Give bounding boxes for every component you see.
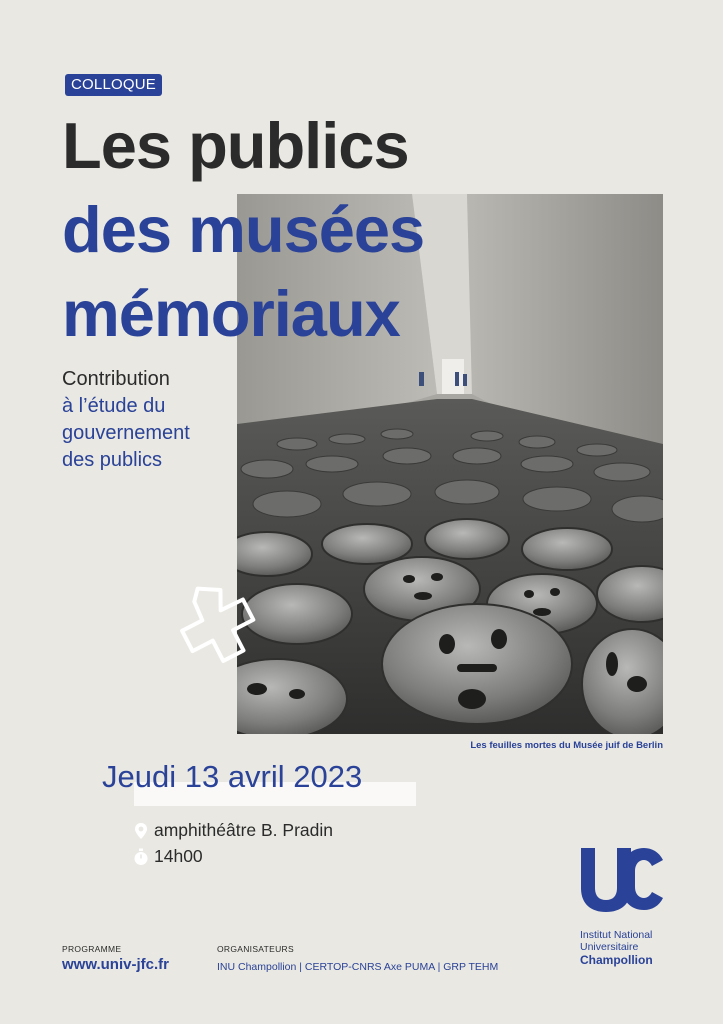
programme-label: PROGRAMME — [62, 944, 122, 954]
institution-line-2: Universitaire — [580, 941, 639, 953]
place-text: amphithéâtre B. Pradin — [154, 820, 333, 840]
time-text: 14h00 — [154, 846, 203, 866]
subtitle-line-2: à l’étude du — [62, 395, 166, 417]
title-line-2: des musées — [62, 193, 425, 266]
subtitle-line-4: des publics — [62, 449, 163, 471]
event-type-badge: COLLOQUE — [65, 74, 162, 96]
page-title — [62, 104, 424, 356]
event-time — [132, 846, 203, 867]
institution-name — [580, 929, 653, 968]
institution-line-3: Champollion — [580, 953, 653, 967]
programme-link[interactable]: www.univ-jfc.fr — [62, 956, 169, 973]
subtitle-line-3: gouvernement — [62, 422, 190, 444]
location-pin-icon — [132, 822, 150, 840]
photo-caption: Les feuilles mortes du Musée juif de Berlin — [470, 740, 663, 751]
title-line-1: Les publics — [62, 109, 409, 182]
organisateurs-label: ORGANISATEURS — [217, 944, 294, 954]
subtitle — [62, 366, 190, 474]
cross-outline-icon — [172, 580, 276, 672]
subtitle-line-1: Contribution — [62, 368, 170, 390]
stopwatch-icon — [132, 848, 150, 866]
institution-line-1: Institut National — [580, 929, 653, 941]
organisateurs-list: INU Champollion | CERTOP-CNRS Axe PUMA | GRP TEHM — [217, 961, 499, 973]
title-line-3: mémoriaux — [62, 277, 400, 350]
event-place — [132, 820, 333, 841]
event-date: Jeudi 13 avril 2023 — [102, 759, 363, 794]
uc-logo — [579, 846, 665, 912]
